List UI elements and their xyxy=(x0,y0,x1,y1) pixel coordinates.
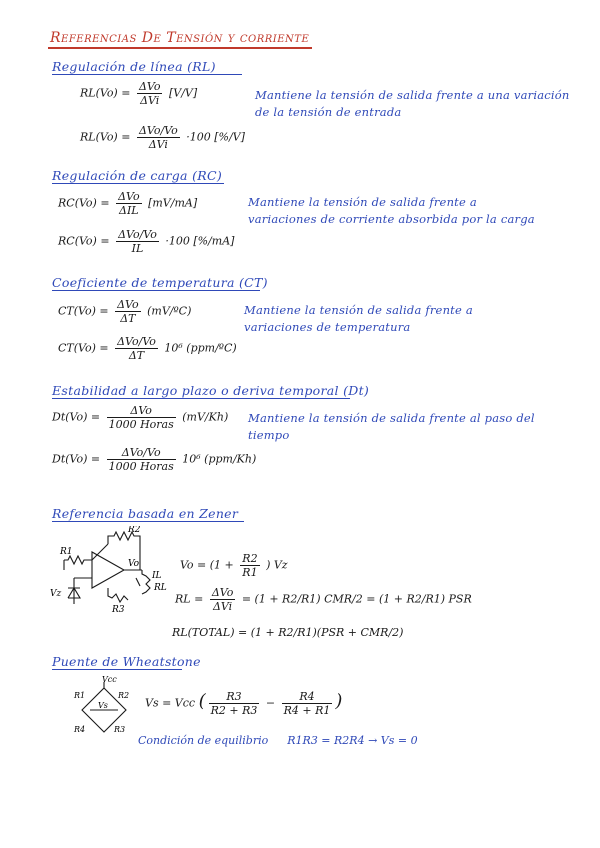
numerator: ΔVo/Vo xyxy=(118,228,157,241)
denominator: ΔVi xyxy=(140,94,160,107)
eq-lhs: Dt(Vo) = xyxy=(52,452,101,466)
heading-temp: Coeficiente de temperatura (CT) xyxy=(52,275,268,290)
r1-resistor xyxy=(64,556,92,564)
heading-carga: Regulación de carga (RC) xyxy=(52,168,223,183)
denominator: ΔVi xyxy=(148,138,168,151)
condition-label: Condición de equilibrio xyxy=(138,734,269,747)
desc-carga: Mantiene la tensión de salida frente a variaciones de corriente absorbida por la carga xyxy=(248,195,535,226)
eq-lhs: RC(Vo) = xyxy=(58,234,110,248)
numerator: ΔVo xyxy=(107,404,176,418)
label-vo: Vo xyxy=(128,559,140,569)
eq-linea-2 xyxy=(80,124,245,151)
eq-lhs: RC(Vo) = xyxy=(58,196,110,210)
heading-deriva-underline xyxy=(52,398,350,399)
fraction xyxy=(282,690,333,717)
eq-unit: ·100 [%/V] xyxy=(186,130,245,144)
equilibrium-condition xyxy=(138,734,418,747)
label-r1: R1 xyxy=(60,547,73,557)
heading-linea: Regulación de línea (RL) xyxy=(52,59,216,74)
eq-carga-2 xyxy=(58,228,234,255)
label-r3: R3 xyxy=(114,725,126,734)
fraction xyxy=(107,446,176,473)
fraction xyxy=(115,335,158,362)
eq-lhs: CT(Vo) = xyxy=(58,304,109,318)
denominator: 1000 Horas xyxy=(108,460,174,473)
label-r3: R3 xyxy=(112,605,125,615)
eq-lhs: Vo = (1 + xyxy=(180,558,234,572)
eq-unit: (mV/ºC) xyxy=(147,304,192,318)
il-arrow xyxy=(136,578,140,586)
desc-temp: Mantiene la tensión de salida frente a variaciones de temperatura xyxy=(244,303,473,334)
denominator: ΔIL xyxy=(119,204,139,217)
fraction xyxy=(107,404,176,431)
numerator: ΔVo xyxy=(117,298,139,311)
eq-rhs: ) Vz xyxy=(266,558,288,572)
wheatstone-bridge-diagram xyxy=(72,674,136,740)
heading-linea-underline xyxy=(52,74,242,75)
numerator: R4 xyxy=(282,690,333,704)
fraction xyxy=(137,124,180,151)
denominator: ΔT xyxy=(128,349,145,362)
label-r2: R2 xyxy=(118,691,130,700)
numerator: R2 xyxy=(242,552,258,565)
page-title: Referencias De Tensión y corriente xyxy=(50,30,310,46)
desc-linea: Mantiene la tensión de salida frente a una variación de la tensión de entrada xyxy=(255,88,570,119)
eq-rhs: = (1 + R2/R1) CMR/2 = (1 + R2/R1) PSR xyxy=(241,592,472,606)
eq-lhs: RL = xyxy=(175,592,204,606)
denominator: 1000 Horas xyxy=(108,418,174,431)
eq-lhs: RL(Vo) = xyxy=(80,130,131,144)
numerator: ΔVo xyxy=(211,586,234,599)
denominator: IL xyxy=(131,242,144,255)
label-vcc: Vcc xyxy=(102,675,117,684)
eq-lhs: CT(Vo) = xyxy=(58,341,109,355)
eq-temp-1 xyxy=(58,298,191,325)
label-r4: R4 xyxy=(74,725,86,734)
denominator: ΔVi xyxy=(212,600,233,613)
eq-wheatstone: Vs = Vcc ( $\frac{R3}{R2 + R3}$ − $\frac{R4}{R4 + R1}$ ) xyxy=(145,690,343,717)
fraction xyxy=(116,190,142,217)
eq-lhs: Vs = Vcc xyxy=(145,696,196,710)
heading-zener-underline xyxy=(52,521,244,522)
denominator: R2 + R3 xyxy=(210,704,258,717)
label-r2: R2 xyxy=(128,526,141,535)
heading-wheatstone-underline xyxy=(52,669,182,670)
eq-carga-1 xyxy=(58,190,197,217)
fraction xyxy=(116,228,159,255)
opamp-triangle xyxy=(92,552,124,588)
heading-wheatstone: Puente de Wheatstone xyxy=(52,654,201,669)
eq-linea-1 xyxy=(80,80,197,107)
feedback-wire xyxy=(92,544,108,560)
eq-unit: 10⁶ (ppm/Kh) xyxy=(182,452,257,466)
eq-temp-2 xyxy=(58,335,237,362)
fraction xyxy=(115,298,141,325)
label-rl: RL xyxy=(154,583,167,593)
eq-unit: [mV/mA] xyxy=(148,196,198,210)
eq-unit: [V/V] xyxy=(168,86,198,100)
label-vs: Vs xyxy=(98,701,108,710)
label-vz: Vz xyxy=(50,589,62,599)
numerator: ΔVo/Vo xyxy=(107,446,176,460)
denominator: ΔT xyxy=(120,312,136,325)
denominator: R1 xyxy=(242,566,258,579)
heading-temp-underline xyxy=(52,290,260,291)
heading-zener: Referencia basada en Zener xyxy=(52,506,239,521)
eq-deriva-1 xyxy=(52,404,228,431)
fraction xyxy=(209,690,260,717)
fraction xyxy=(210,586,236,613)
rl-resistor xyxy=(142,570,150,594)
eq-unit: (mV/Kh) xyxy=(182,410,229,424)
numerator: ΔVo/Vo xyxy=(117,335,156,348)
eq-zener-vo xyxy=(180,552,288,579)
fraction xyxy=(137,80,163,107)
numerator: ΔVo xyxy=(138,80,161,93)
eq-zener-rl xyxy=(175,586,472,613)
r3-resistor xyxy=(108,588,128,602)
condition-equation: R1R3 = R2R4 → Vs = 0 xyxy=(287,734,418,747)
denominator: R4 + R1 xyxy=(283,704,331,717)
title-underline xyxy=(48,47,312,49)
heading-carga-underline xyxy=(52,183,224,184)
eq-unit: 10⁶ (ppm/ºC) xyxy=(164,341,237,355)
eq-deriva-2 xyxy=(52,446,256,473)
fraction xyxy=(240,552,259,579)
heading-deriva: Estabilidad a largo plazo o deriva temporal (Dt) xyxy=(52,383,370,398)
zener-circuit-diagram xyxy=(50,526,175,616)
numerator: ΔVo xyxy=(118,190,140,203)
eq-lhs: RL(Vo) = xyxy=(80,86,131,100)
label-il: IL xyxy=(152,571,162,581)
desc-deriva: Mantiene la tensión de salida frente al paso del tiempo xyxy=(248,411,535,442)
eq-unit: ·100 [%/mA] xyxy=(165,234,235,248)
eq-lhs: Dt(Vo) = xyxy=(52,410,101,424)
numerator: R3 xyxy=(209,690,260,704)
numerator: ΔVo/Vo xyxy=(138,124,178,137)
eq-zener-total: RL(TOTAL) = (1 + R2/R1)(PSR + CMR/2) xyxy=(172,626,404,639)
label-r1: R1 xyxy=(74,691,86,700)
